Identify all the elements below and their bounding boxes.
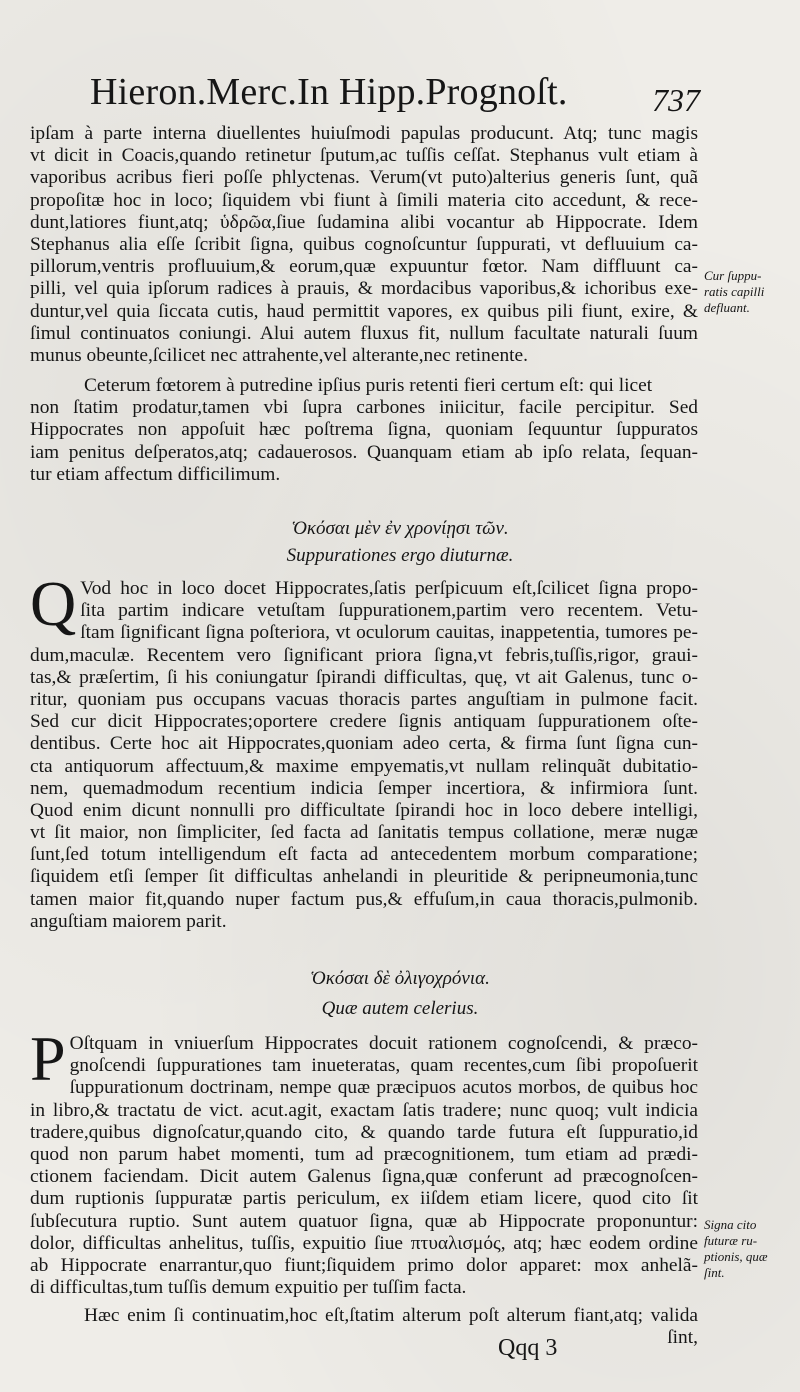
text-line: ctionem faciendam. Dicit autem Galenus ſigna,quæ conferunt ad præcognoſcen- xyxy=(30,1166,698,1188)
text-line: vt dicit in Coacis,quando retinetur ſputum,ac tuſſis ceſſat. Stephanus vult etiam à xyxy=(30,145,698,167)
paragraph-2 xyxy=(30,375,698,486)
text-line: ſuppurationum doctrinam, nempe quæ præcipuos acutos morbos, de quibus hoc xyxy=(69,1077,698,1099)
text-line: ab Hippocrate enarrantur,quo fiunt;ſiquidem primo dolor apparet: mox anhelã- xyxy=(30,1254,698,1276)
text-line: gnoſcendi ſuppurationes tam inueteratas, quam recentes,cum ſibi propoſuerit xyxy=(69,1055,698,1077)
marginal-note-line: defluant. xyxy=(704,300,750,315)
text-line: dum,maculæ. Recentem vero ſignificant priora ſigna,vt febris,tuſſis,rigor, graui- xyxy=(30,644,698,666)
paragraph-4 xyxy=(30,1023,698,1299)
greek-lemma-heading: Ὁκόσαι δὲ ὀλιγοχρόνια. xyxy=(310,968,490,989)
paragraph-3 xyxy=(30,568,698,933)
text-line: Quod enim dicunt nonnulli pro difficultate ſpirandi hoc in loco debere intelligi, xyxy=(30,799,698,821)
text-line: ſubſecutura ruptio. Sunt autem quatuor ſigna, quæ ab Hippocrate proponuntur: xyxy=(30,1210,698,1232)
marginal-note-line: ſint. xyxy=(704,1265,725,1280)
marginal-note-line: ratis capilli xyxy=(704,284,765,299)
paragraph-1 xyxy=(30,123,698,367)
text-line: anguſtiam maiorem parit. xyxy=(30,910,227,932)
text-line: iam penitus deſperatos,atq; cadauerosos. Quanquam etiam ab ipſo relata, ſequan- xyxy=(30,441,698,463)
text-line: di difficultas,tum tuſſis demum expuitio per tuſſim facta. xyxy=(30,1277,467,1299)
text-line: dolor, difficultas anhelitus, tuſſis, expuitio ſiue πτυαλισμός, atq; hæc eodem ordine xyxy=(30,1232,698,1254)
text-line: ſtam ſignificant ſigna poſteriora, vt oculorum cauitas, inappetentia, tumores pe- xyxy=(80,622,698,644)
text-line: ſita partim indicare vetuſtam ſuppurationem,partim vero recentem. Vetu- xyxy=(80,600,698,622)
catchword: ſint, xyxy=(667,1327,698,1349)
text-line: dum ruptionis ſuppuratæ partis periculum, ex iiſdem etiam licere, quod cito ſit xyxy=(30,1188,698,1210)
text-line: ſunt,ſed totum intelligendum eſt facta ad antecedentem morbum comparatione; xyxy=(30,844,698,866)
greek-lemma-heading: Ὁκόσαι μὲν ἐν χρονίῃσι τῶν. xyxy=(291,518,509,539)
text-line: Stephanus alia eſſe ſcribit ſigna, quibus cognoſcuntur ſuppurati, vt defluuium ca- xyxy=(30,233,698,255)
text-line: munus obeunte,ſcilicet nec attrahente,vel alterante,nec retinente. xyxy=(30,344,528,366)
text-line: duntur,vel quia ſiccata cutis, haud permittit vapores, ex quibus pili fiunt, exire, & xyxy=(30,300,698,322)
marginal-note xyxy=(704,268,796,316)
text-line: non ſtatim prodatur,tamen vbi ſupra carbones iniicitur, facile percipitur. Sed xyxy=(30,397,698,419)
text-line: cta antiquorum affectuum,& maxime empyematis,vt nullam relinquãt dubitatio- xyxy=(30,755,698,777)
text-line: in libro,& tractatu de vict. acut.agit, exactam ſatis tradere; nunc quoq; vult indicia xyxy=(30,1099,698,1121)
marginal-note-line: Signa cito xyxy=(704,1217,757,1232)
text-line: dentibus. Certe hoc ait Hippocrates,quoniam adeo certa, & firma ſunt ſigna cun- xyxy=(30,733,698,755)
text-line: quod non parum habet momenti, tum ad præcognitionem, tum etiam ad prædi- xyxy=(30,1143,698,1165)
running-title: Hieron.Merc.In Hipp.Prognoſt. xyxy=(90,71,568,113)
marginal-note-line: Cur ſuppu- xyxy=(704,268,762,283)
latin-lemma-heading: Suppurationes ergo diuturnæ. xyxy=(286,545,514,566)
marginal-note xyxy=(704,1217,796,1281)
text-line: Hæc enim ſi continuatim,hoc eſt,ſtatim alterum poſt alterum fiant,atq; valida xyxy=(84,1305,698,1326)
text-line: nem, quemadmodum recentium indicia ſemper incertiora, & infirmiora ſunt. xyxy=(30,777,698,799)
drop-cap: P xyxy=(30,1023,66,1094)
text-line: ipſam à parte interna diuellentes huiuſmodi papulas producunt. Atq; tunc magis xyxy=(30,123,698,144)
text-line: propoſitæ hoc in loco; ſiquidem vbi fiunt à ſimili materia cito accedunt, & rece- xyxy=(30,189,698,211)
text-line: tas,& præſertim, ſi his coniungatur ſpirandi difficultas, quę, vt ait Galenus, tunc o- xyxy=(30,666,698,688)
text-line: Sed cur dicit Hippocrates;oportere credere ſignis antiquam ſuppurationem oſte- xyxy=(30,711,698,733)
text-line: tradere,quibus dignoſcatur,quando cito, & quando tarde futura eſt ſuppuratio,id xyxy=(30,1121,698,1143)
text-line: vt ſit maior, non ſimpliciter, ſed facta ad ſanitatis tempus collatione, meræ nugæ xyxy=(30,822,698,844)
text-line: ritur, quoniam pus occupans vacuas thoracis partes anguſtiam in pulmone facit. xyxy=(30,688,698,710)
text-line: Vod hoc in loco docet Hippocrates,ſatis perſpicuum eſt,ſcilicet ſigna propo- xyxy=(80,578,698,599)
page-number: 737 xyxy=(652,82,700,118)
text-line: dunt,latiores fiunt,atq; ὑδρῶα,ſiue ſudamina alibi vocantur ab Hippocrate. Idem xyxy=(30,211,698,233)
text-line: ſimul continuatos coniungi. Alui autem fluxus fit, nullum facultate naturali ſuum xyxy=(30,322,698,344)
latin-lemma-heading: Quæ autem celerius. xyxy=(321,998,479,1019)
text-line: pilli, vel quia ipſorum radices à prauis, & mordacibus vaporibus,& ichoribus exe- xyxy=(30,278,698,300)
marginal-note-line: ptionis, quæ xyxy=(704,1249,768,1264)
paragraph-5 xyxy=(30,1305,698,1349)
page-header xyxy=(90,70,700,120)
signature-mark: Qqq 3 xyxy=(498,1335,558,1361)
text-line: Oſtquam in vniuerſum Hippocrates docuit rationem cognoſcendi, & præco- xyxy=(69,1033,698,1054)
text-line: vaporibus acribus fieri poſſe phlyctenas. Verum(vt puto)alterius generis ſunt, quã xyxy=(30,167,698,189)
text-line: pillorum,ventris profluuium,& eorum,quæ expuuntur fœtor. Nam diffluunt ca- xyxy=(30,256,698,278)
text-line: ſiquidem etſi ſemper ſit difficultas anhelandi in pleuritide & peripneumonia,tunc xyxy=(30,866,698,888)
text-line: tamen maior fit,quando nuper factum pus,& effuſum,in caua thoracis,pulmonib. xyxy=(30,888,698,910)
text-line: tur etiam affectum difficilimum. xyxy=(30,463,281,485)
marginal-note-line: futuræ ru- xyxy=(704,1233,758,1248)
text-line: Ceterum fœtorem à putredine ipſius puris retenti fieri certum eſt: qui licet xyxy=(84,375,653,396)
drop-cap: Q xyxy=(30,568,77,639)
text-line: Hippocrates non appoſuit hæc poſtrema ſigna, quoniam ſequuntur ſuppuratos xyxy=(30,419,698,441)
